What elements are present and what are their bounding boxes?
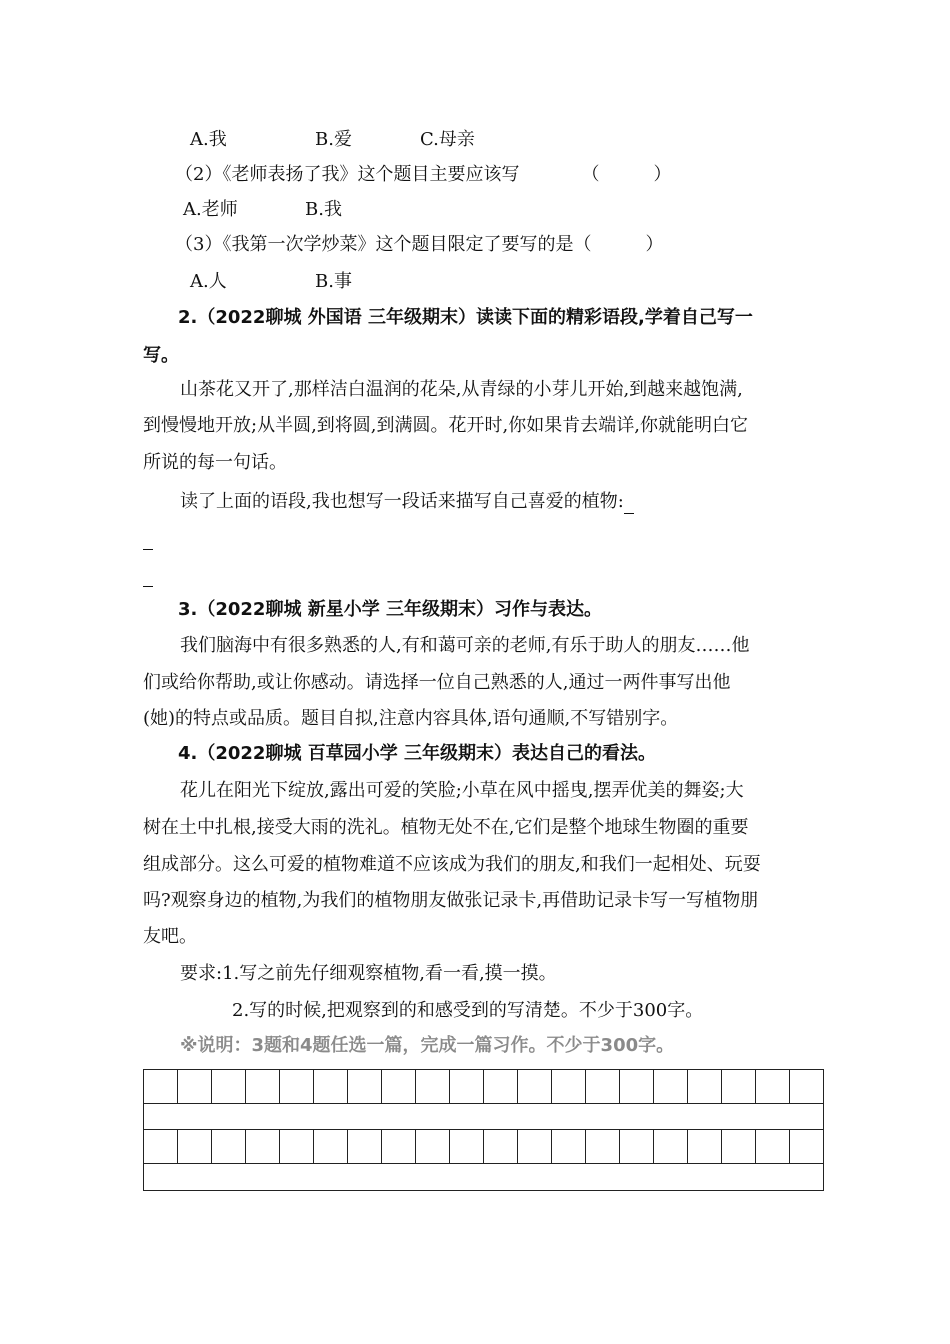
grid-cell[interactable]	[314, 1070, 348, 1103]
grid-cell[interactable]	[212, 1130, 246, 1163]
option-c: C.母亲	[420, 129, 475, 150]
grid-cell[interactable]	[790, 1070, 823, 1103]
q4-body-line: 友吧。	[143, 926, 197, 947]
grid-cell[interactable]	[722, 1070, 756, 1103]
grid-cell[interactable]	[518, 1070, 552, 1103]
q1-options-a	[190, 128, 475, 152]
q3-body-line: (她)的特点或品质。题目自拟,注意内容具体,语句通顺,不写错别字。	[143, 708, 679, 729]
q4-body-line: 树在土中扎根,接受大雨的洗礼。植物无处不在,它们是整个地球生物圈的重要	[143, 817, 749, 838]
q2-passage-line: 所说的每一句话。	[143, 452, 287, 473]
grid-cell[interactable]	[280, 1070, 314, 1103]
q4-requirement-1: 要求:1.写之前先仔细观察植物,看一看,摸一摸。	[180, 963, 557, 984]
q1-options-b	[183, 198, 342, 222]
q4-body-line: 花儿在阳光下绽放,露出可爱的笑脸;小草在风中摇曳,摆弄优美的舞姿;大	[180, 780, 744, 801]
grid-row	[144, 1130, 823, 1164]
writing-grid[interactable]	[143, 1069, 824, 1191]
grid-cell[interactable]	[348, 1130, 382, 1163]
q4-body-line: 组成部分。这么可爱的植物难道不应该成为我们的朋友,和我们一起相处、玩耍	[143, 854, 761, 875]
q1-sub2	[175, 163, 671, 187]
grid-cell[interactable]	[790, 1130, 823, 1163]
option-a: A.我	[190, 129, 227, 150]
grid-cell[interactable]	[620, 1070, 654, 1103]
grid-cell[interactable]	[382, 1070, 416, 1103]
q4-requirement-2: 2.写的时候,把观察到的和感受到的写清楚。不少于300字。	[232, 1000, 704, 1021]
grid-cell[interactable]	[654, 1130, 688, 1163]
q2-passage-line: 到慢慢地开放;从半圆,到将圆,到满圆。花开时,你如果肯去端详,你就能明白它	[143, 415, 748, 436]
grid-cell[interactable]	[382, 1130, 416, 1163]
grid-cell[interactable]	[756, 1130, 790, 1163]
option-a: A.老师	[183, 199, 238, 220]
q2-prompt	[180, 490, 634, 514]
grid-cell[interactable]	[722, 1130, 756, 1163]
q3-body-line: 我们脑海中有很多熟悉的人,有和蔼可亲的老师,有乐于助人的朋友……他	[180, 635, 750, 656]
note: ※说明：3题和4题任选一篇，完成一篇习作。不少于300字。	[180, 1035, 675, 1056]
grid-cell[interactable]	[144, 1130, 178, 1163]
grid-cell[interactable]	[416, 1130, 450, 1163]
answer-blank-line[interactable]	[143, 563, 153, 587]
q2-passage-line: 山茶花又开了,那样洁白温润的花朵,从青绿的小芽儿开始,到越来越饱满,	[180, 379, 743, 400]
q2-prompt-text: 读了上面的语段,我也想写一段话来描写自己喜爱的植物:	[180, 491, 624, 512]
grid-cell[interactable]	[552, 1070, 586, 1103]
q2-title-cont: 写。	[143, 345, 179, 366]
option-b: B.爱	[315, 129, 352, 150]
answer-blank-line[interactable]	[143, 526, 153, 550]
grid-cell[interactable]	[484, 1130, 518, 1163]
q3-body-line: 们或给你帮助,或让你感动。请选择一位自己熟悉的人,通过一两件事写出他	[143, 672, 731, 693]
q4-body-line: 吗?观察身边的植物,为我们的植物朋友做张记录卡,再借助记录卡写一写植物朋	[143, 890, 759, 911]
grid-cell[interactable]	[348, 1070, 382, 1103]
grid-cell[interactable]	[246, 1070, 280, 1103]
grid-cell[interactable]	[178, 1130, 212, 1163]
option-b: B.我	[305, 199, 342, 220]
grid-cell[interactable]	[450, 1130, 484, 1163]
grid-cell[interactable]	[688, 1070, 722, 1103]
grid-cell[interactable]	[552, 1130, 586, 1163]
grid-cell[interactable]	[144, 1070, 178, 1103]
grid-cell[interactable]	[688, 1130, 722, 1163]
grid-cell[interactable]	[586, 1070, 620, 1103]
grid-cell[interactable]	[280, 1130, 314, 1163]
option-a: A.人	[190, 271, 227, 292]
option-b: B.事	[315, 271, 352, 292]
q1-sub2-text: （2）《老师表扬了我》这个题目主要应该写	[175, 164, 520, 185]
grid-gap-row	[144, 1104, 823, 1130]
grid-cell[interactable]	[450, 1070, 484, 1103]
q1-options-c	[190, 270, 352, 294]
grid-gap-row	[144, 1164, 823, 1190]
grid-cell[interactable]	[314, 1130, 348, 1163]
q2-title: 2.（2022聊城 外国语 三年级期末）读读下面的精彩语段,学着自己写一	[178, 307, 753, 328]
grid-cell[interactable]	[518, 1130, 552, 1163]
answer-paren: （ ）	[581, 164, 672, 185]
q1-sub3: （3）《我第一次学炒菜》这个题目限定了要写的是（ ）	[175, 234, 664, 255]
grid-cell[interactable]	[756, 1070, 790, 1103]
grid-cell[interactable]	[178, 1070, 212, 1103]
grid-row	[144, 1070, 823, 1104]
grid-cell[interactable]	[212, 1070, 246, 1103]
q4-title: 4.（2022聊城 百草园小学 三年级期末）表达自己的看法。	[178, 743, 656, 764]
grid-cell[interactable]	[586, 1130, 620, 1163]
grid-cell[interactable]	[620, 1130, 654, 1163]
grid-cell[interactable]	[654, 1070, 688, 1103]
grid-cell[interactable]	[416, 1070, 450, 1103]
grid-cell[interactable]	[246, 1130, 280, 1163]
q3-title: 3.（2022聊城 新星小学 三年级期末）习作与表达。	[178, 599, 602, 620]
grid-cell[interactable]	[484, 1070, 518, 1103]
answer-blank[interactable]	[624, 495, 634, 514]
